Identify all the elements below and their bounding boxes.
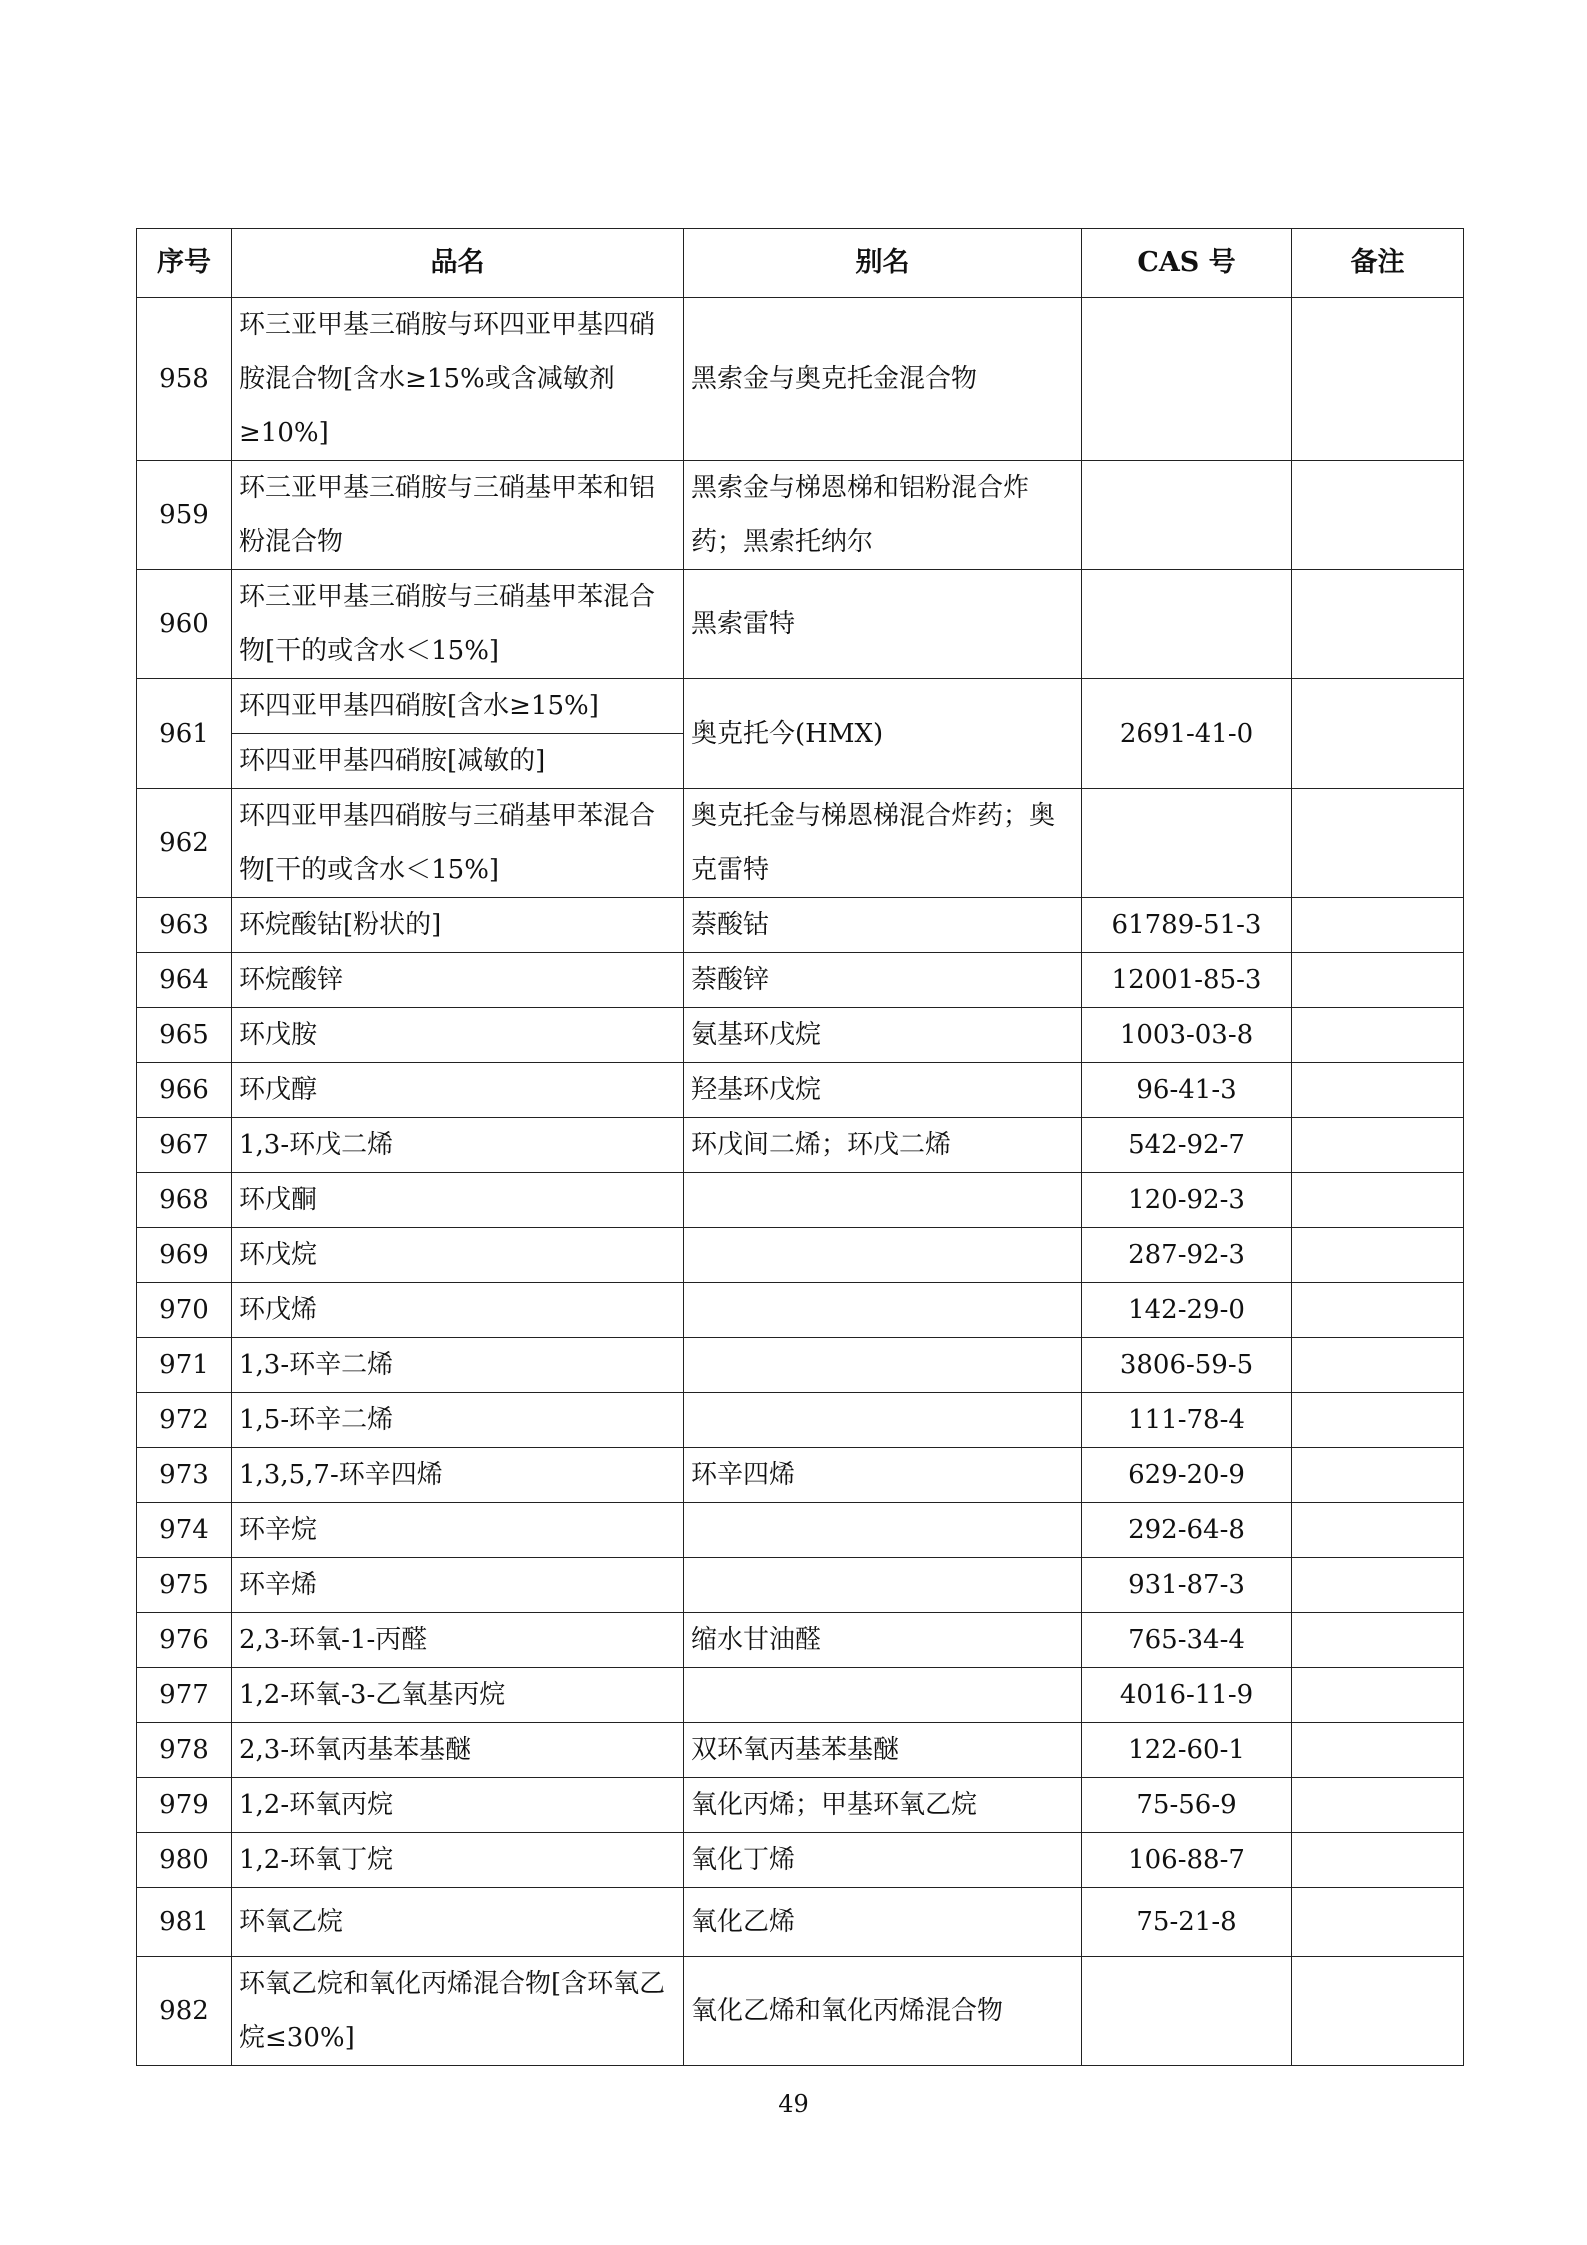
- table-row: [137, 461, 1464, 570]
- row-alias: 环辛四烯: [684, 1448, 1082, 1503]
- row-name: 2,3-环氧丙基苯基醚: [232, 1723, 684, 1778]
- row-note: [1292, 1668, 1464, 1723]
- row-name: 环烷酸钴[粉状的]: [232, 898, 684, 953]
- table-row: [137, 679, 1464, 734]
- row-name: 环三亚甲基三硝胺与三硝基甲苯和铝粉混合物: [232, 461, 684, 570]
- row-cas: 96-41-3: [1082, 1063, 1292, 1118]
- table-row: [137, 570, 1464, 679]
- row-alias: 缩水甘油醛: [684, 1613, 1082, 1668]
- row-note: [1292, 1173, 1464, 1228]
- row-name: 环戊胺: [232, 1008, 684, 1063]
- table-row: [137, 1888, 1464, 1957]
- table-row: [137, 1338, 1464, 1393]
- row-no: 960: [137, 570, 232, 679]
- row-name: 2,3-环氧-1-丙醛: [232, 1613, 684, 1668]
- row-no: 977: [137, 1668, 232, 1723]
- row-cas: 1003-03-8: [1082, 1008, 1292, 1063]
- row-cas: [1082, 570, 1292, 679]
- row-alias: 黑索雷特: [684, 570, 1082, 679]
- row-name: 1,2-环氧-3-乙氧基丙烷: [232, 1668, 684, 1723]
- row-alias: 奥克托今(HMX): [684, 679, 1082, 789]
- row-note: [1292, 1283, 1464, 1338]
- row-cas: 2691-41-0: [1082, 679, 1292, 789]
- row-note: [1292, 1888, 1464, 1957]
- row-cas: 287-92-3: [1082, 1228, 1292, 1283]
- row-no: 968: [137, 1173, 232, 1228]
- row-note: [1292, 1008, 1464, 1063]
- row-cas: 12001-85-3: [1082, 953, 1292, 1008]
- table-row: [137, 1723, 1464, 1778]
- row-cas: 4016-11-9: [1082, 1668, 1292, 1723]
- row-note: [1292, 1558, 1464, 1613]
- row-note: [1292, 1613, 1464, 1668]
- row-name: 环氧乙烷和氧化丙烯混合物[含环氧乙烷≤30%]: [232, 1957, 684, 2066]
- row-note: [1292, 1723, 1464, 1778]
- row-alias: [684, 1338, 1082, 1393]
- table-row: [137, 1228, 1464, 1283]
- table-row: [137, 1448, 1464, 1503]
- row-cas: [1082, 789, 1292, 898]
- row-alias: 氧化乙烯: [684, 1888, 1082, 1957]
- row-note: [1292, 789, 1464, 898]
- row-name: 1,2-环氧丙烷: [232, 1778, 684, 1833]
- row-alias: [684, 1173, 1082, 1228]
- table-row: [137, 298, 1464, 461]
- page-number: 49: [778, 2090, 809, 2118]
- table-row: [137, 1393, 1464, 1448]
- row-no: 980: [137, 1833, 232, 1888]
- row-note: [1292, 298, 1464, 461]
- row-name: 环四亚甲基四硝胺与三硝基甲苯混合物[干的或含水＜15%]: [232, 789, 684, 898]
- chemical-table: [136, 228, 1464, 2066]
- row-cas: 122-60-1: [1082, 1723, 1292, 1778]
- table-row: [137, 898, 1464, 953]
- row-cas: 142-29-0: [1082, 1283, 1292, 1338]
- row-cas: 931-87-3: [1082, 1558, 1292, 1613]
- table-header: [137, 229, 1464, 298]
- row-alias: 萘酸钴: [684, 898, 1082, 953]
- table-row: [137, 1778, 1464, 1833]
- row-note: [1292, 953, 1464, 1008]
- row-name: 1,3,5,7-环辛四烯: [232, 1448, 684, 1503]
- row-no: 974: [137, 1503, 232, 1558]
- row-no: 978: [137, 1723, 232, 1778]
- row-alias: 氨基环戊烷: [684, 1008, 1082, 1063]
- table-body: [137, 298, 1464, 2066]
- table-row: [137, 953, 1464, 1008]
- row-alias: [684, 1558, 1082, 1613]
- row-cas: 3806-59-5: [1082, 1338, 1292, 1393]
- row-alias: 氧化丁烯: [684, 1833, 1082, 1888]
- row-alias: [684, 1228, 1082, 1283]
- table-row: [137, 1118, 1464, 1173]
- row-note: [1292, 679, 1464, 789]
- header-note: 备注: [1292, 229, 1464, 298]
- row-no: 981: [137, 1888, 232, 1957]
- row-name: 环三亚甲基三硝胺与环四亚甲基四硝胺混合物[含水≥15%或含减敏剂≥10%]: [232, 298, 684, 461]
- row-name: 环辛烯: [232, 1558, 684, 1613]
- row-name: 环烷酸锌: [232, 953, 684, 1008]
- row-name: 环辛烷: [232, 1503, 684, 1558]
- row-note: [1292, 1448, 1464, 1503]
- row-no: 961: [137, 679, 232, 789]
- row-name: 环戊酮: [232, 1173, 684, 1228]
- row-note: [1292, 1833, 1464, 1888]
- row-name: 环四亚甲基四硝胺[含水≥15%]: [232, 679, 684, 734]
- row-note: [1292, 1957, 1464, 2066]
- table-row: [137, 789, 1464, 898]
- row-cas: 111-78-4: [1082, 1393, 1292, 1448]
- row-alias: 氧化乙烯和氧化丙烯混合物: [684, 1957, 1082, 2066]
- table-row: [137, 1503, 1464, 1558]
- row-name: 环戊烷: [232, 1228, 684, 1283]
- row-alias: 羟基环戊烷: [684, 1063, 1082, 1118]
- row-cas: 629-20-9: [1082, 1448, 1292, 1503]
- table-row: [137, 1283, 1464, 1338]
- table-row: [137, 1558, 1464, 1613]
- table-row: [137, 1613, 1464, 1668]
- row-cas: [1082, 298, 1292, 461]
- row-no: 965: [137, 1008, 232, 1063]
- row-alias: 双环氧丙基苯基醚: [684, 1723, 1082, 1778]
- header-cas: CAS 号: [1082, 229, 1292, 298]
- table-row: [137, 1957, 1464, 2066]
- row-note: [1292, 1063, 1464, 1118]
- row-no: 967: [137, 1118, 232, 1173]
- row-no: 962: [137, 789, 232, 898]
- row-cas: [1082, 1957, 1292, 2066]
- row-note: [1292, 1778, 1464, 1833]
- row-no: 982: [137, 1957, 232, 2066]
- row-alias: [684, 1393, 1082, 1448]
- row-no: 976: [137, 1613, 232, 1668]
- table-row: [137, 1063, 1464, 1118]
- header-no: 序号: [137, 229, 232, 298]
- row-no: 973: [137, 1448, 232, 1503]
- row-note: [1292, 1338, 1464, 1393]
- table-row: [137, 1173, 1464, 1228]
- row-name: 环戊醇: [232, 1063, 684, 1118]
- row-alias: 黑索金与梯恩梯和铝粉混合炸药；黑索托纳尔: [684, 461, 1082, 570]
- row-note: [1292, 898, 1464, 953]
- table-row: [137, 1668, 1464, 1723]
- row-alias: 环戊间二烯；环戊二烯: [684, 1118, 1082, 1173]
- row-note: [1292, 570, 1464, 679]
- row-name: 环戊烯: [232, 1283, 684, 1338]
- row-note: [1292, 1393, 1464, 1448]
- row-alias: 萘酸锌: [684, 953, 1082, 1008]
- row-note: [1292, 1118, 1464, 1173]
- row-note: [1292, 1228, 1464, 1283]
- row-name: 环氧乙烷: [232, 1888, 684, 1957]
- header-row: [137, 229, 1464, 298]
- row-alias: 黑索金与奥克托金混合物: [684, 298, 1082, 461]
- row-alias: 奥克托金与梯恩梯混合炸药；奥克雷特: [684, 789, 1082, 898]
- row-no: 966: [137, 1063, 232, 1118]
- row-name: 1,3-环辛二烯: [232, 1338, 684, 1393]
- table-row: [137, 1008, 1464, 1063]
- row-cas: 75-21-8: [1082, 1888, 1292, 1957]
- row-name: 环三亚甲基三硝胺与三硝基甲苯混合物[干的或含水＜15%]: [232, 570, 684, 679]
- row-cas: [1082, 461, 1292, 570]
- row-note: [1292, 461, 1464, 570]
- row-cas: 75-56-9: [1082, 1778, 1292, 1833]
- row-no: 964: [137, 953, 232, 1008]
- row-no: 969: [137, 1228, 232, 1283]
- row-name-secondary: 环四亚甲基四硝胺[减敏的]: [232, 734, 684, 789]
- row-note: [1292, 1503, 1464, 1558]
- header-name: 品名: [232, 229, 684, 298]
- row-no: 972: [137, 1393, 232, 1448]
- row-no: 975: [137, 1558, 232, 1613]
- row-cas: 765-34-4: [1082, 1613, 1292, 1668]
- row-no: 970: [137, 1283, 232, 1338]
- table-row: [137, 1833, 1464, 1888]
- row-no: 979: [137, 1778, 232, 1833]
- row-cas: 542-92-7: [1082, 1118, 1292, 1173]
- row-name: 1,5-环辛二烯: [232, 1393, 684, 1448]
- row-no: 971: [137, 1338, 232, 1393]
- row-alias: [684, 1283, 1082, 1338]
- row-name: 1,2-环氧丁烷: [232, 1833, 684, 1888]
- row-no: 958: [137, 298, 232, 461]
- row-cas: 120-92-3: [1082, 1173, 1292, 1228]
- row-no: 963: [137, 898, 232, 953]
- row-cas: 61789-51-3: [1082, 898, 1292, 953]
- row-alias: [684, 1503, 1082, 1558]
- row-cas: 292-64-8: [1082, 1503, 1292, 1558]
- header-alias: 别名: [684, 229, 1082, 298]
- row-no: 959: [137, 461, 232, 570]
- row-alias: 氧化丙烯；甲基环氧乙烷: [684, 1778, 1082, 1833]
- row-cas: 106-88-7: [1082, 1833, 1292, 1888]
- row-alias: [684, 1668, 1082, 1723]
- row-name: 1,3-环戊二烯: [232, 1118, 684, 1173]
